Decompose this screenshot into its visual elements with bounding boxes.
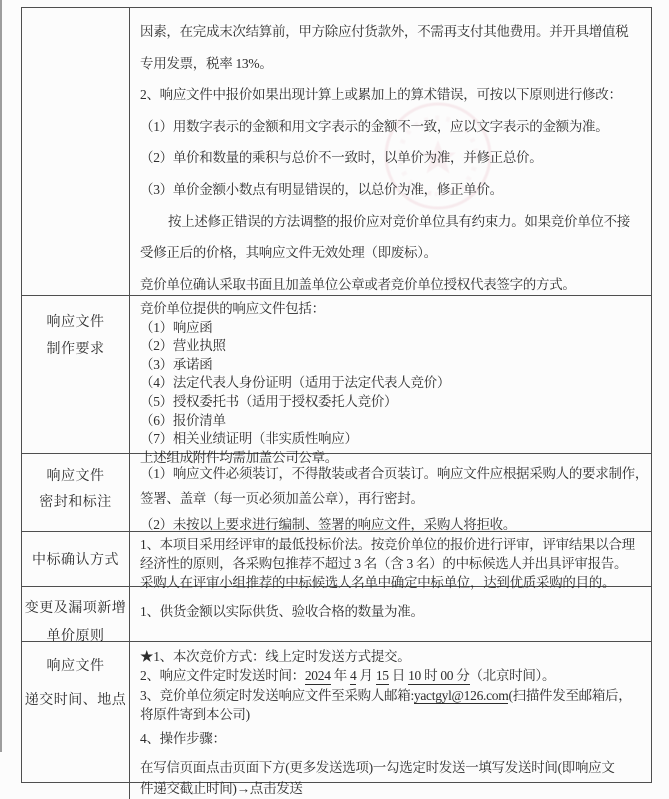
deadline-month: 4 — [350, 668, 357, 684]
table-row-change-unit-price-principle — [22, 587, 651, 642]
row-content — [130, 454, 654, 531]
content-line-steps-title: 4、操作步骤： — [140, 731, 226, 747]
row-content — [130, 642, 651, 799]
content-line-bid-method: ★1、本次竞价方式：线上定时发送方式提交。 — [140, 649, 411, 664]
table-row-correction-rules — [22, 8, 651, 296]
content-line: （2）单价和数量的乘积与总价不一致时，以单价为准，并修正总价。 — [140, 150, 543, 166]
row-label-line: 递交时间、地点 — [24, 693, 127, 708]
content-line: （6）报价清单 — [140, 412, 226, 428]
content-line: （1）响应文件必须装订，不得散装或者合页装订。响应文件应根据采购人的要求制作， — [140, 466, 649, 481]
row-label-line: 单价原则 — [46, 629, 105, 644]
content-line: （1）用数字表示的金额和用文字表示的金额不一致，应以文字表示的金额为准。 — [140, 118, 609, 134]
content-line-steps: 在写信页面点击页面下方(更多发送选项)一勾选定时发送一填写发送时间(即响应文 — [140, 760, 615, 776]
table-row-sealing-marking — [22, 454, 651, 532]
row-content — [130, 532, 651, 590]
row-label-line: 中标确认方式 — [32, 553, 119, 568]
row-label — [22, 296, 130, 453]
deadline-suffix: （北京时间）。 — [469, 668, 556, 684]
content-line: 专用发票，税率 13%。 — [140, 55, 273, 71]
row-label — [22, 642, 130, 799]
table-row-preparation-requirements — [22, 296, 651, 465]
content-line: 竞价单位提供的响应文件包括： — [140, 301, 325, 316]
content-line-steps: 件递交截止时间)→点击发送 — [140, 781, 303, 797]
row-content — [130, 8, 651, 295]
row-label — [22, 454, 130, 531]
content-line: （7）相关业绩证明（非实质性响应） — [140, 431, 358, 447]
deadline-year: 2024 — [304, 668, 331, 684]
content-line: （1）响应函 — [140, 319, 213, 335]
content-line-deadline — [140, 666, 645, 685]
content-line-email — [140, 686, 645, 705]
deadline-day: 15 — [375, 668, 389, 684]
scan-edge-artifact — [0, 0, 2, 752]
row-label-line: 响应文件 — [46, 315, 105, 330]
row-label — [22, 532, 130, 586]
row-label-line: 制作要求 — [46, 342, 105, 357]
procurement-spec-table — [21, 7, 652, 797]
content-line: 2、响应文件中报价如果出现计算上或累加上的算术错误，可按以下原则进行修改： — [140, 87, 622, 103]
row-label-line: 响应文件 — [46, 469, 105, 484]
row-label-line: 响应文件 — [46, 659, 105, 674]
content-line: 1、本项目采用经评审的最低投标价法。按竞价单位的报价进行评审，评审结果以合理 — [140, 537, 635, 552]
email-prefix: 3、竞价单位须定时发送响应文件至采购人邮箱: — [140, 687, 414, 703]
content-line: 1、供货金额以实际供货、验收合格的数量为准。 — [140, 604, 424, 619]
buyer-email-address: yactgyl@126.com — [413, 687, 509, 703]
content-line: （5）授权委托书（适用于授权委托人竞价） — [140, 393, 398, 409]
table-row-award-confirmation — [22, 532, 651, 590]
content-line: 采购人在评审小组推荐的中标候选人名单中确定中标单位，达到优质采购的目的。 — [140, 574, 616, 590]
deadline-sep: 月 — [356, 668, 376, 684]
deadline-sep: 日 — [388, 668, 409, 684]
row-content — [130, 587, 651, 641]
row-label-line: 密封和标注 — [39, 495, 112, 510]
row-label — [22, 587, 130, 644]
content-line: （3）承诺函 — [140, 356, 213, 372]
content-line: 签署、盖章（每一页必须加盖公章），再行密封。 — [140, 491, 424, 507]
table-row-submission-time-place — [22, 642, 651, 799]
email-suffix: (扫描件发至邮箱后， — [508, 687, 632, 703]
deadline-prefix: 2、响应文件定时发送时间： — [140, 668, 305, 684]
content-line: 竞价单位确认采取书面且加盖单位公章或者竞价单位授权代表签字的方式。 — [140, 276, 576, 292]
row-label-line: 变更及漏项新增 — [24, 601, 127, 616]
content-line-email-wrap: 将原件寄到本公司) — [140, 706, 250, 722]
content-line: （2）营业执照 — [140, 338, 226, 354]
row-content — [130, 296, 651, 465]
content-line: 受修正后的价格，其响应文件无效处理（即废标）。 — [140, 245, 437, 261]
content-line: （2）未按以上要求进行编制、签署的响应文件，采购人将拒收。 — [140, 516, 517, 532]
row-label-empty — [22, 8, 130, 295]
content-line: 按上述修正错误的方法调整的报价应对竞价单位具有约束力。如果竞价单位不接 — [168, 213, 630, 229]
deadline-time: 10 时 00 分 — [408, 668, 470, 684]
content-line: 因素，在完成末次结算前，甲方除应付货款外，不需再支付其他费用。并开具增值税 — [140, 24, 629, 39]
content-line: 上述组成附件均需加盖公司公章。 — [140, 449, 338, 465]
content-line: （4）法定代表人身份证明（适用于法定代表人竞价） — [140, 375, 451, 391]
deadline-sep: 年 — [330, 668, 351, 684]
content-line: （3）单价金额小数点有明显错误的，以总价为准，修正单价。 — [140, 181, 503, 197]
content-line: 经济性的原则，各采购包推荐不超过 3 名（含 3 名）的中标候选人并出具评审报告。 — [140, 555, 628, 571]
